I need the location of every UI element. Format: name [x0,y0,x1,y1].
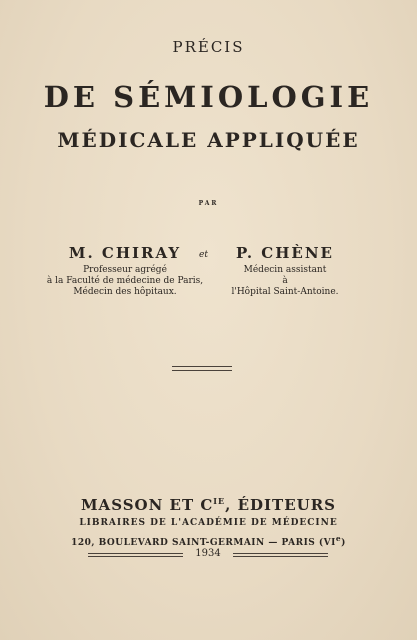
author-role-line: à la Faculté de médecine de Paris, [46,276,204,286]
publisher-address [0,534,417,548]
author-role-line: l'Hôpital Saint-Antoine. [231,287,339,297]
publisher-name [0,496,417,514]
publisher-superscript: IE [213,496,226,506]
publisher-text: MASSON ET C [80,496,214,514]
precis-heading: PRÉCIS [172,38,245,56]
author-role-line: à [282,276,288,286]
book-subtitle: MÉDICALE APPLIQUÉE [57,128,360,152]
author-role [40,265,210,298]
author-role [220,265,350,298]
author-role-line: Professeur agrégé [83,265,167,275]
by-label: PAR [198,200,219,207]
address-superscript: e [335,534,342,543]
year-row [88,548,328,562]
address-text-end: ) [341,538,346,548]
publisher-affiliation: LIBRAIRES DE L'ACADÉMIE DE MÉDECINE [79,518,338,528]
author-name: M. CHIRAY [68,244,182,262]
publisher-text-end: , ÉDITEURS [225,496,337,514]
author-chene [220,244,350,298]
author-role-line: Médecin assistant [243,265,327,275]
author-name: P. CHÈNE [236,244,334,262]
conjunction-et: et [199,250,208,260]
address-text: 120, BOULEVARD SAINT-GERMAIN — PARIS (VI [71,538,336,548]
author-chiray [40,244,210,298]
author-role-line: Médecin des hôpitaux. [73,287,177,297]
year-rule-right [233,553,328,557]
book-title: DE SÉMIOLOGIE [43,80,374,114]
publication-year: 1934 [195,548,221,559]
ornamental-rule [172,366,232,371]
